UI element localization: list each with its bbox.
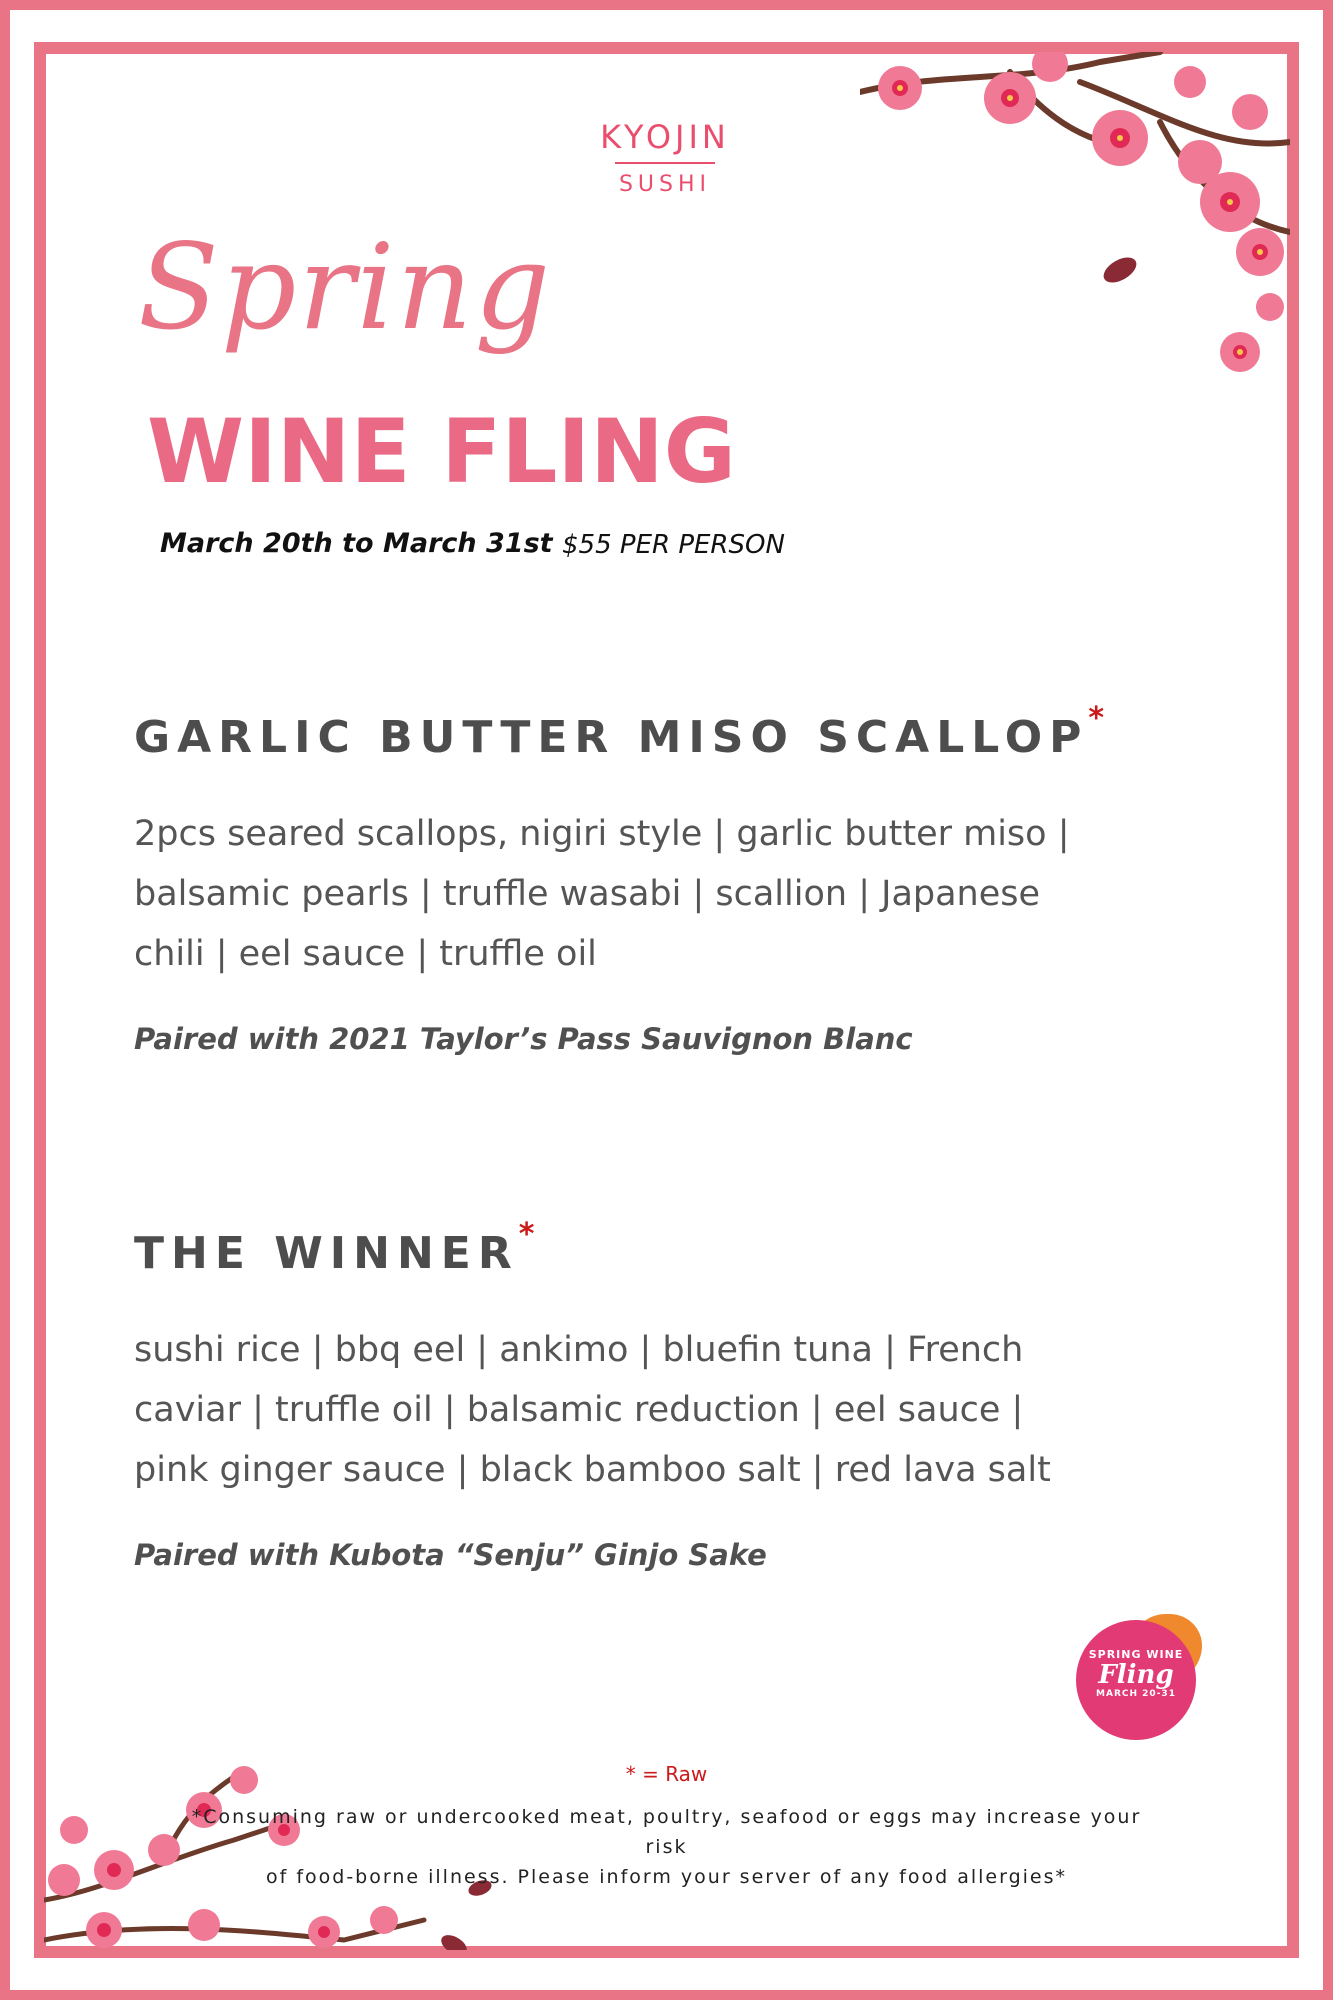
raw-legend: * = Raw (625, 1762, 708, 1786)
badge-wine: WINE (1146, 1648, 1184, 1661)
cherry-blossom-top-right (860, 52, 1290, 382)
dish-description-line: caviar | truffle oil | balsamic reduction | eel sauce | (134, 1390, 1024, 1430)
dish-description-line: balsamic pearls | truffle wasabi | scallion | Japanese (134, 874, 1041, 914)
badge-spring: SPRING (1088, 1648, 1142, 1661)
badge-fling: Fling (1098, 1660, 1174, 1690)
dish-title (134, 1217, 535, 1279)
brand-name: KYOJIN (600, 118, 730, 156)
brand-subtitle: SUSHI (618, 172, 712, 197)
food-disclaimer (175, 1802, 1158, 1892)
badge-text (1076, 1648, 1196, 1699)
dish-description-line: sushi rice | bbq eel | ankimo | bluefin tuna | French (134, 1330, 1024, 1370)
dish-description (134, 1320, 1164, 1500)
event-badge (1072, 1614, 1202, 1740)
dish-pairing: Paired with 2021 Taylor’s Pass Sauvignon Blanc (134, 1022, 913, 1056)
dish-title (134, 701, 1105, 763)
badge-dates: MARCH 20-31 (1096, 1689, 1176, 1699)
event-headline: WINE FLING (147, 400, 737, 503)
brand-logo (560, 118, 770, 197)
dish-pairing: Paired with Kubota “Senju” Ginjo Sake (134, 1538, 767, 1572)
dish-description-line: pink ginger sauce | black bamboo salt | red lava salt (134, 1450, 1051, 1490)
dish-title-text: THE WINNER (134, 1228, 519, 1279)
raw-marker: * (1088, 701, 1105, 736)
disclaimer-line: of food-borne illness. Please inform your server of any food allergies* (265, 1866, 1068, 1888)
dish-description-line: 2pcs seared scallops, nigiri style | garlic butter miso | (134, 814, 1070, 854)
dish-description-line: chili | eel sauce | truffle oil (134, 934, 597, 974)
dish-description (134, 804, 1164, 984)
event-dates: March 20th to March 31st (160, 528, 553, 559)
dish-title-text: GARLIC BUTTER MISO SCALLOP (134, 712, 1089, 763)
script-title: Spring (138, 218, 553, 356)
raw-marker: * (518, 1217, 535, 1252)
logo-divider (615, 162, 715, 164)
event-price: $55 PER PERSON (562, 530, 785, 560)
disclaimer-line: *Consuming raw or undercooked meat, poultry, seafood or eggs may increase your risk (191, 1806, 1142, 1858)
